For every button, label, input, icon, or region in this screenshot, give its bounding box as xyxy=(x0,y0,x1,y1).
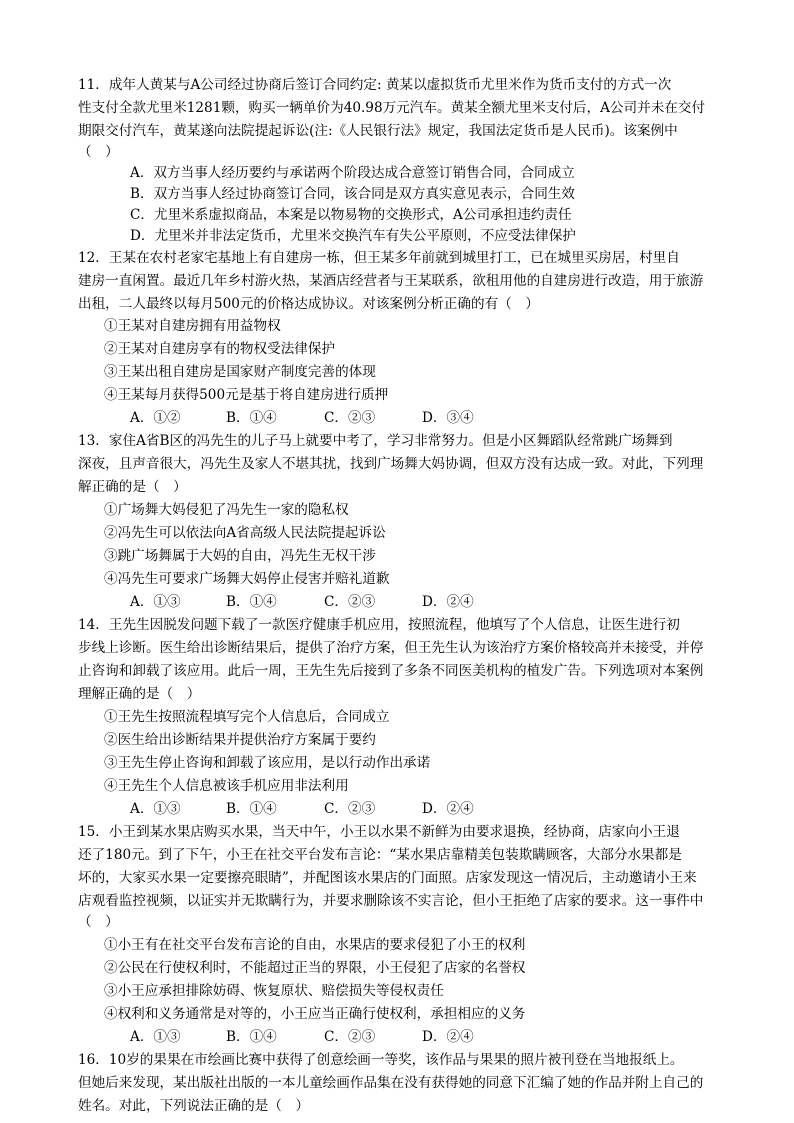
q15-choice-d: D．②④ xyxy=(422,1029,474,1045)
q13-choice-d: D．②④ xyxy=(422,594,474,610)
q13-choice-a: A．①③ xyxy=(130,594,181,610)
q12-choice-c: C．②③ xyxy=(324,410,376,426)
q16-line-2: 但她后来发现，某出版社出版的一本儿童绘画作品集在没有获得她的同意下汇编了她的作品并附上自己的 xyxy=(78,1075,704,1091)
q13-line-1: 13．家住A省B区的冯先生的儿子马上就要中考了，学习非常努力。但是小区舞蹈队经常跳广场舞到 xyxy=(78,433,673,449)
q13-choices xyxy=(130,592,474,612)
q15-choice-a: A．①③ xyxy=(130,1029,181,1045)
q14-line-3: 止咨询和卸载了该应用。此后一周，王先生先后接到了多条不同医美机构的植发广告。下列选项对本案例 xyxy=(78,663,704,679)
q13-choice-b: B．①④ xyxy=(226,594,277,610)
q16-line-1: 16．10岁的果果在市绘画比赛中获得了创意绘画一等奖，该作品与果果的照片被刊登在当地报纸上。 xyxy=(78,1052,684,1068)
q12-line-1: 12．王某在农村老家宅基地上有自建房一栋，但王某多年前就到城里打工，已在城里买房居，村里自 xyxy=(78,250,680,266)
q12-line-3: 出租，二人最终以每月500元的价格达成协议。对该案例分析正确的有（ ） xyxy=(78,296,539,312)
q13-line-3: 解正确的是（ ） xyxy=(78,479,187,495)
q11-line-4: （ ） xyxy=(78,144,119,160)
q14-line-2: 步线上诊断。医生给出诊断结果后，提供了治疗方案，但王先生认为该治疗方案价格较高并未接受，并停 xyxy=(78,640,704,656)
q15-line-2: 还了180元。到了下午，小王在社交平台发布言论：“某水果店靠精美包装欺瞒顾客，大部分水果都是 xyxy=(78,847,682,863)
q12-choice-d: D．③④ xyxy=(422,410,474,426)
q14-item-4: ④王先生个人信息被该手机应用非法利用 xyxy=(104,778,349,794)
q12-choice-a: A．①② xyxy=(130,410,181,426)
q15-choice-b: B．①④ xyxy=(226,1029,277,1045)
q11-option-a: A．双方当事人经历要约与承诺两个阶段达成合意签订销售合同，合同成立 xyxy=(130,165,575,181)
q15-line-5: （ ） xyxy=(78,914,119,930)
q15-item-4: ④权利和义务通常是对等的，小王应当正确行使权利，承担相应的义务 xyxy=(104,1006,526,1022)
q12-line-2: 建房一直闲置。最近几年乡村游火热，某酒店经营者与王某联系，欲租用他的自建房进行改造，用于旅游 xyxy=(78,273,704,289)
q15-choice-c: C．②③ xyxy=(324,1029,376,1045)
q12-item-4: ④王某每月获得500元是基于将自建房进行质押 xyxy=(104,387,389,403)
q15-item-1: ①小王有在社交平台发布言论的自由，水果店的要求侵犯了小王的权利 xyxy=(104,937,526,953)
q14-item-2: ②医生给出诊断结果并提供治疗方案属于要约 xyxy=(104,732,376,748)
q11-line-2: 性支付全款尤里米1281颗，购买一辆单价为40.98万元汽车。黄某全额尤里米支付后，A公司并未在交付 xyxy=(78,100,706,116)
q14-item-1: ①王先生按照流程填写完个人信息后，合同成立 xyxy=(104,709,390,725)
q11-line-3: 期限交付汽车，黄某遂向法院提起诉讼(注:《人民银行法》规定，我国法定货币是人民币)。该案例中 xyxy=(78,123,678,139)
q12-item-1: ①王某对自建房拥有用益物权 xyxy=(104,318,281,334)
q15-line-1: 15．小王到某水果店购买水果，当天中午，小王以水果不新鲜为由要求退换，经协商，店家向小王退 xyxy=(78,824,680,840)
q15-item-3: ③小王应承担排除妨碍、恢复原状、赔偿损失等侵权责任 xyxy=(104,983,444,999)
q11-option-d: D．尤里米并非法定货币，尤里米交换汽车有失公平原则，不应受法律保护 xyxy=(130,228,576,244)
q12-choices xyxy=(130,408,474,428)
q13-item-1: ①广场舞大妈侵犯了冯先生一家的隐私权 xyxy=(104,502,349,518)
q13-line-2: 深夜，且声音很大，冯先生及家人不堪其扰，找到广场舞大妈协调，但双方没有达成一致。对此，下列理 xyxy=(78,456,704,472)
q14-choice-b: B．①④ xyxy=(226,801,277,817)
q14-choice-a: A．①③ xyxy=(130,801,181,817)
q12-choice-b: B．①④ xyxy=(226,410,277,426)
q13-item-3: ③跳广场舞属于大妈的自由，冯先生无权干涉 xyxy=(104,548,376,564)
q14-item-3: ③王先生停止咨询和卸载了该应用，是以行动作出承诺 xyxy=(104,755,431,771)
q11-option-c: C．尤里米系虚拟商品，本案是以物易物的交换形式，A公司承担违约责任 xyxy=(130,207,572,223)
q15-choices xyxy=(130,1027,474,1047)
q13-item-4: ④冯先生可要求广场舞大妈停止侵害并赔礼道歉 xyxy=(104,571,390,587)
q14-choices xyxy=(130,799,474,819)
q13-item-2: ②冯先生可以依法向A省高级人民法院提起诉讼 xyxy=(104,525,386,541)
q15-item-2: ②公民在行使权利时，不能超过正当的界限，小王侵犯了店家的名誉权 xyxy=(104,960,526,976)
q12-item-2: ②王某对自建房享有的物权受法律保护 xyxy=(104,341,336,357)
q13-choice-c: C．②③ xyxy=(324,594,376,610)
q14-line-4: 理解正确的是（ ） xyxy=(78,686,201,702)
q14-choice-d: D．②④ xyxy=(422,801,474,817)
q11-option-b: B．双方当事人经过协商签订合同，该合同是双方真实意见表示，合同生效 xyxy=(130,186,575,202)
q15-line-3: 坏的，大家买水果一定要擦亮眼睛”，并配图该水果店的门面照。店家发现这一情况后，主动邀请小王来 xyxy=(78,870,697,886)
q16-line-3: 姓名。对此，下列说法正确的是（ ） xyxy=(78,1098,310,1114)
q14-choice-c: C．②③ xyxy=(324,801,376,817)
q11-line-1: 11．成年人黄某与A公司经过协商后签订合同约定: 黄某以虚拟货币尤里米作为货币支付的方式一次 xyxy=(78,77,672,93)
q15-line-4: 店观看监控视频，以证实并无欺瞒行为，并要求删除该不实言论，但小王拒绝了店家的要求。这一事件中 xyxy=(78,893,704,909)
q12-item-3: ③王某出租自建房是国家财产制度完善的体现 xyxy=(104,364,376,380)
q14-line-1: 14．王先生因脱发问题下载了一款医疗健康手机应用，按照流程，他填写了个人信息，让医生进行初 xyxy=(78,617,680,633)
